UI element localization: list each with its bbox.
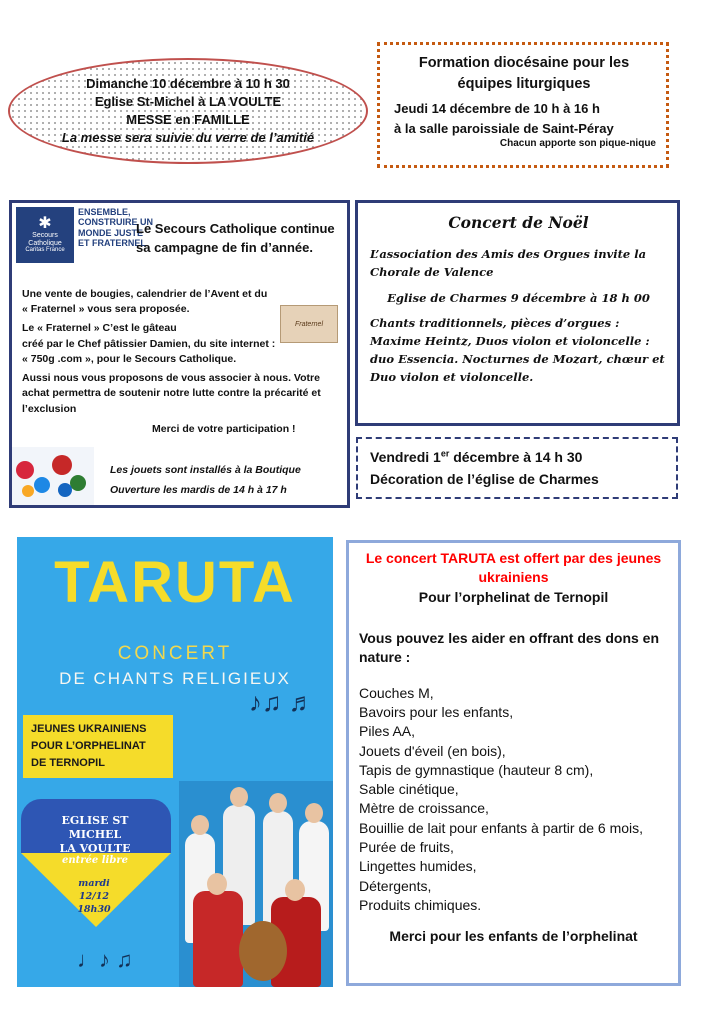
list-item: Mètre de croissance, [359,800,489,817]
secours-para2-line2: créé par le Chef pâtissier Damien, du site internet : [22,337,276,350]
secours-slogan: ENSEMBLE, CONSTRUIRE UN MONDE JUSTE ET FRATERNEL [78,207,154,249]
decoration-event-box [356,437,678,499]
christmas-ornaments-image [12,447,94,505]
venue-line1: EGLISE ST MICHEL [61,814,129,841]
bandura-icon [239,921,287,981]
donation-list [359,684,668,916]
secours-para3: Aussi nous vous proposons de vous associer à nous. Votre achat permettra de soutenir notre lutte contre la précarité et l’exclusion [22,372,321,415]
singer-figure [193,891,243,987]
list-item: Produits chimiques. [359,897,482,913]
taruta-poster [17,537,333,987]
singer-head [285,879,305,901]
secours-catholique-logo [16,207,74,263]
concert-noel-box [355,200,680,426]
noel-place: Eglise de Charmes 9 décembre à 18 h 00 [387,290,650,305]
list-item: Lingettes humides, [359,858,477,875]
jeunes-line3: DE TERNOPIL [31,757,105,770]
mass-church: Eglise St-Michel à LA VOULTE [94,93,282,109]
taruta-info-box [346,540,681,986]
list-item: Tapis de gymnastique (hauteur 8 cm), [359,761,594,778]
poster-concert: CONCERT [117,643,233,664]
music-notes-icon: ♩♪ ♫ [77,947,133,972]
formation-note: Chacun apporte son pique-nique [499,138,656,150]
singer-head [230,787,248,807]
singers-photo [179,781,333,987]
list-item: Sable cinétique, [359,781,459,798]
poster-title: TARUTA [54,550,296,615]
poster-date [63,878,125,916]
venue-line2: LA VOULTE [59,841,131,855]
secours-catholique-box [9,200,350,508]
ornament-icon [52,455,72,475]
secours-para1: Une vente de bougies, calendrier de l’Avent et du « Fraternel » vous sera proposée. [22,288,268,316]
singer-head [191,815,209,835]
secours-thanks: Merci de votre participation ! [152,423,296,435]
list-item: Piles AA, [359,723,416,740]
ornament-icon [58,483,72,497]
mass-announcement-oval [8,58,368,164]
logo-name: Secours Catholique [28,232,62,247]
list-item: Bouillie de lait pour enfants à partir de 6 mois, [359,819,644,836]
taruta-for: Pour l’orphelinat de Ternopil [418,588,609,605]
list-item: Détergents, [359,877,432,894]
noel-program: Chants traditionnels, pièces d’orgues : Maxime Heintz, Duos violon et violoncelle : duo Essencia. Nocturnes de Mozart, chœur et Duo violon et violoncelle. [370,316,665,384]
list-item: Purée de fruits, [359,839,454,856]
toys-line2: Ouverture les mardis de 14 h à 17 h [110,483,287,496]
mass-note: La messe sera suivie du verre de l’amitié [61,130,315,146]
secours-para2 [22,321,347,367]
poster-chants: DE CHANTS RELIGIEUX [59,669,291,688]
poster-date-line2: 18h30 [77,903,111,915]
list-item: Bavoirs pour les enfants, [359,703,514,720]
poster-date-line1: mardi 12/12 [78,878,110,902]
music-notes-icon: ♪♫ ♬ [249,687,315,717]
decoration-date [370,446,664,468]
secours-heading: Le Secours Catholique continue sa campagne de fin d’année. [136,221,335,255]
list-item: Jouets d'éveil (en bois), [359,742,506,759]
product-label: Fraternel [294,320,323,328]
formation-title: Formation diocésaine pour les équipes liturgiques [418,55,630,93]
singer-head [207,873,227,895]
jeunes-line1: JEUNES UKRAINIENS [31,723,147,735]
secours-body [22,287,347,421]
poster-venue [35,814,155,868]
mass-title: MESSE en FAMILLE [126,112,250,127]
date-prefix: Vendredi 1 [370,449,441,465]
noel-title: Concert de Noël [448,213,589,232]
venue-line3: entrée libre [62,855,128,867]
ornament-icon [70,475,86,491]
date-sup: er [440,448,450,459]
secours-para2-line3: « 750g .com », pour le Secours Catholique. [22,352,237,365]
star-icon: ✱ [38,215,52,233]
logo-sub: Caritas France [25,247,65,254]
formation-place: à la salle paroissiale de Saint-Péray [394,120,614,136]
formation-box [377,42,669,168]
taruta-thanks: Merci pour les enfants de l’orphelinat [389,928,638,945]
ornament-icon [22,485,34,497]
formation-date: Jeudi 14 décembre de 10 h à 16 h [394,101,600,117]
taruta-ask: Vous pouvez les aider en offrant des dons en nature : [359,629,660,666]
date-suffix: décembre à 14 h 30 [449,449,583,465]
list-item: Couches M, [359,684,434,701]
ornament-icon [34,477,50,493]
ornament-icon [16,461,34,479]
noel-intro: L’association des Amis des Orgues invite la Chorale de Valence [370,247,647,279]
mass-date: Dimanche 10 décembre à 10 h 30 [86,75,290,91]
decoration-event: Décoration de l’église de Charmes [370,471,599,488]
singer-head [305,803,323,823]
secours-para2-line1: Le « Fraternel » C’est le gâteau [22,322,177,335]
toys-line1: Les jouets sont installés à la Boutique [110,464,301,476]
poster-jeunes-banner [23,715,173,778]
taruta-offer: Le concert TARUTA est offert par des jeunes ukrainiens [365,550,662,586]
toys-info [110,461,301,501]
jeunes-line2: POUR L’ORPHELINAT [31,740,146,753]
singer-head [269,793,287,813]
